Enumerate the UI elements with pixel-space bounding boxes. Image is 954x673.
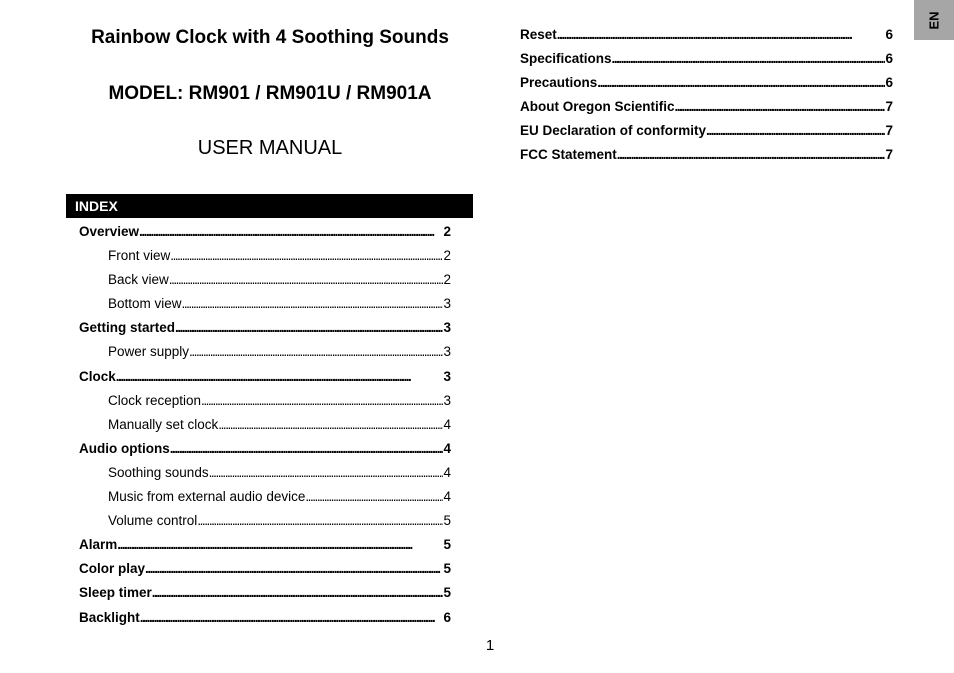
toc-entry-page: 3 (443, 368, 451, 384)
toc-entry[interactable] (79, 292, 451, 316)
toc-leader-dots (617, 143, 886, 167)
toc-leader-dots (175, 316, 443, 340)
toc-entry-page: 6 (885, 51, 893, 67)
toc-entry-page: 6 (885, 27, 893, 42)
toc-entry-page: 5 (443, 561, 451, 577)
toc-entry[interactable] (79, 557, 451, 581)
document-subtitle: USER MANUAL (197, 137, 343, 159)
toc-leader-dots (201, 389, 443, 413)
toc-entry-label: Volume control (108, 513, 198, 529)
toc-entry-page: 7 (885, 99, 893, 115)
toc-entry-label: Manually set clock (108, 416, 219, 432)
toc-entry-page: 2 (443, 224, 451, 239)
toc-entry[interactable] (79, 220, 451, 244)
toc-leader-dots (140, 606, 444, 630)
page-number: 1 (485, 637, 495, 654)
toc-entry[interactable] (79, 533, 451, 557)
toc-entry-label: Getting started (79, 320, 176, 336)
toc-entry[interactable] (79, 316, 451, 340)
toc-entry[interactable] (79, 606, 451, 630)
toc-leader-dots (706, 119, 885, 143)
toc-entry-page: 5 (443, 585, 451, 601)
toc-entry[interactable] (520, 47, 893, 71)
toc-leader-dots (209, 461, 444, 485)
toc-leader-dots (189, 340, 443, 364)
toc-leader-dots (182, 292, 444, 316)
toc-leader-dots (116, 365, 444, 389)
toc-leader-dots (305, 485, 443, 509)
toc-entry-page: 6 (443, 609, 451, 625)
toc-entry-label: About Oregon Scientific (520, 99, 675, 115)
toc-entry-label: Back view (108, 272, 169, 288)
toc-entry-page: 3 (443, 344, 451, 360)
toc-entry[interactable] (79, 268, 451, 292)
toc-right-column (520, 23, 893, 168)
language-tab (914, 0, 954, 40)
toc-leader-dots (145, 557, 443, 581)
toc-entry-label: Overview (79, 224, 140, 239)
toc-entry-page: 4 (443, 440, 451, 456)
toc-entry[interactable] (79, 413, 451, 437)
toc-leader-dots (218, 413, 443, 437)
toc-entry-label: Precautions (520, 75, 598, 91)
toc-entry-label: Front view (108, 248, 171, 264)
toc-entry-label: Color play (79, 561, 146, 577)
toc-entry-page: 5 (443, 513, 451, 529)
toc-entry-label: Backlight (79, 609, 140, 625)
toc-entry[interactable] (520, 23, 893, 47)
toc-entry-label: Power supply (108, 344, 190, 360)
toc-entry[interactable] (79, 581, 451, 605)
model-line: MODEL: RM901 / RM901U / RM901A (108, 83, 432, 104)
toc-entry-page: 2 (443, 248, 451, 264)
toc-leader-dots (675, 95, 886, 119)
toc-leader-dots (169, 268, 444, 292)
toc-leader-dots (557, 23, 886, 47)
toc-entry-page: 2 (443, 272, 451, 288)
toc-entry[interactable] (79, 461, 451, 485)
toc-entry[interactable] (79, 365, 451, 389)
toc-leader-dots (197, 509, 443, 533)
toc-entry[interactable] (520, 143, 893, 167)
toc-entry-label: Audio options (79, 440, 170, 456)
language-tab-label: EN (926, 10, 942, 30)
toc-entry[interactable] (79, 485, 451, 509)
toc-entry[interactable] (79, 437, 451, 461)
toc-entry-page: 4 (443, 464, 451, 480)
toc-entry-page: 4 (443, 489, 451, 505)
toc-entry-label: Clock reception (108, 392, 202, 408)
toc-leader-dots (170, 437, 444, 461)
toc-entry-page: 4 (443, 416, 451, 432)
toc-leader-dots (117, 533, 443, 557)
toc-entry-label: Sleep timer (79, 585, 152, 601)
toc-entry-label: Music from external audio device (108, 489, 306, 505)
toc-entry[interactable] (520, 119, 893, 143)
toc-entry-label: Reset (520, 27, 557, 42)
toc-leader-dots (612, 47, 886, 71)
toc-entry[interactable] (79, 244, 451, 268)
toc-entry-page: 3 (443, 392, 451, 408)
toc-entry-label: Bottom view (108, 296, 182, 312)
index-heading: INDEX (66, 194, 473, 218)
toc-left-column (79, 220, 451, 630)
toc-entry[interactable] (79, 389, 451, 413)
toc-entry-label: Clock (79, 368, 116, 384)
toc-leader-dots (170, 244, 443, 268)
toc-leader-dots (597, 71, 885, 95)
toc-entry-page: 7 (885, 147, 893, 163)
toc-entry[interactable] (520, 71, 893, 95)
toc-entry[interactable] (79, 509, 451, 533)
toc-entry[interactable] (79, 340, 451, 364)
toc-entry-page: 3 (443, 296, 451, 312)
toc-entry-page: 7 (885, 123, 893, 139)
toc-entry-page: 3 (443, 320, 451, 336)
toc-entry-label: Soothing sounds (108, 464, 209, 480)
toc-leader-dots (152, 581, 444, 605)
toc-entry-label: FCC Statement (520, 147, 617, 163)
toc-leader-dots (139, 220, 443, 244)
toc-entry-label: Alarm (79, 537, 118, 553)
toc-entry-label: Specifications (520, 51, 612, 67)
toc-entry-page: 6 (885, 75, 893, 91)
toc-entry[interactable] (520, 95, 893, 119)
toc-entry-label: EU Declaration of conformity (520, 123, 707, 139)
toc-entry-page: 5 (443, 537, 451, 553)
document-title: Rainbow Clock with 4 Soothing Sounds (91, 27, 449, 48)
